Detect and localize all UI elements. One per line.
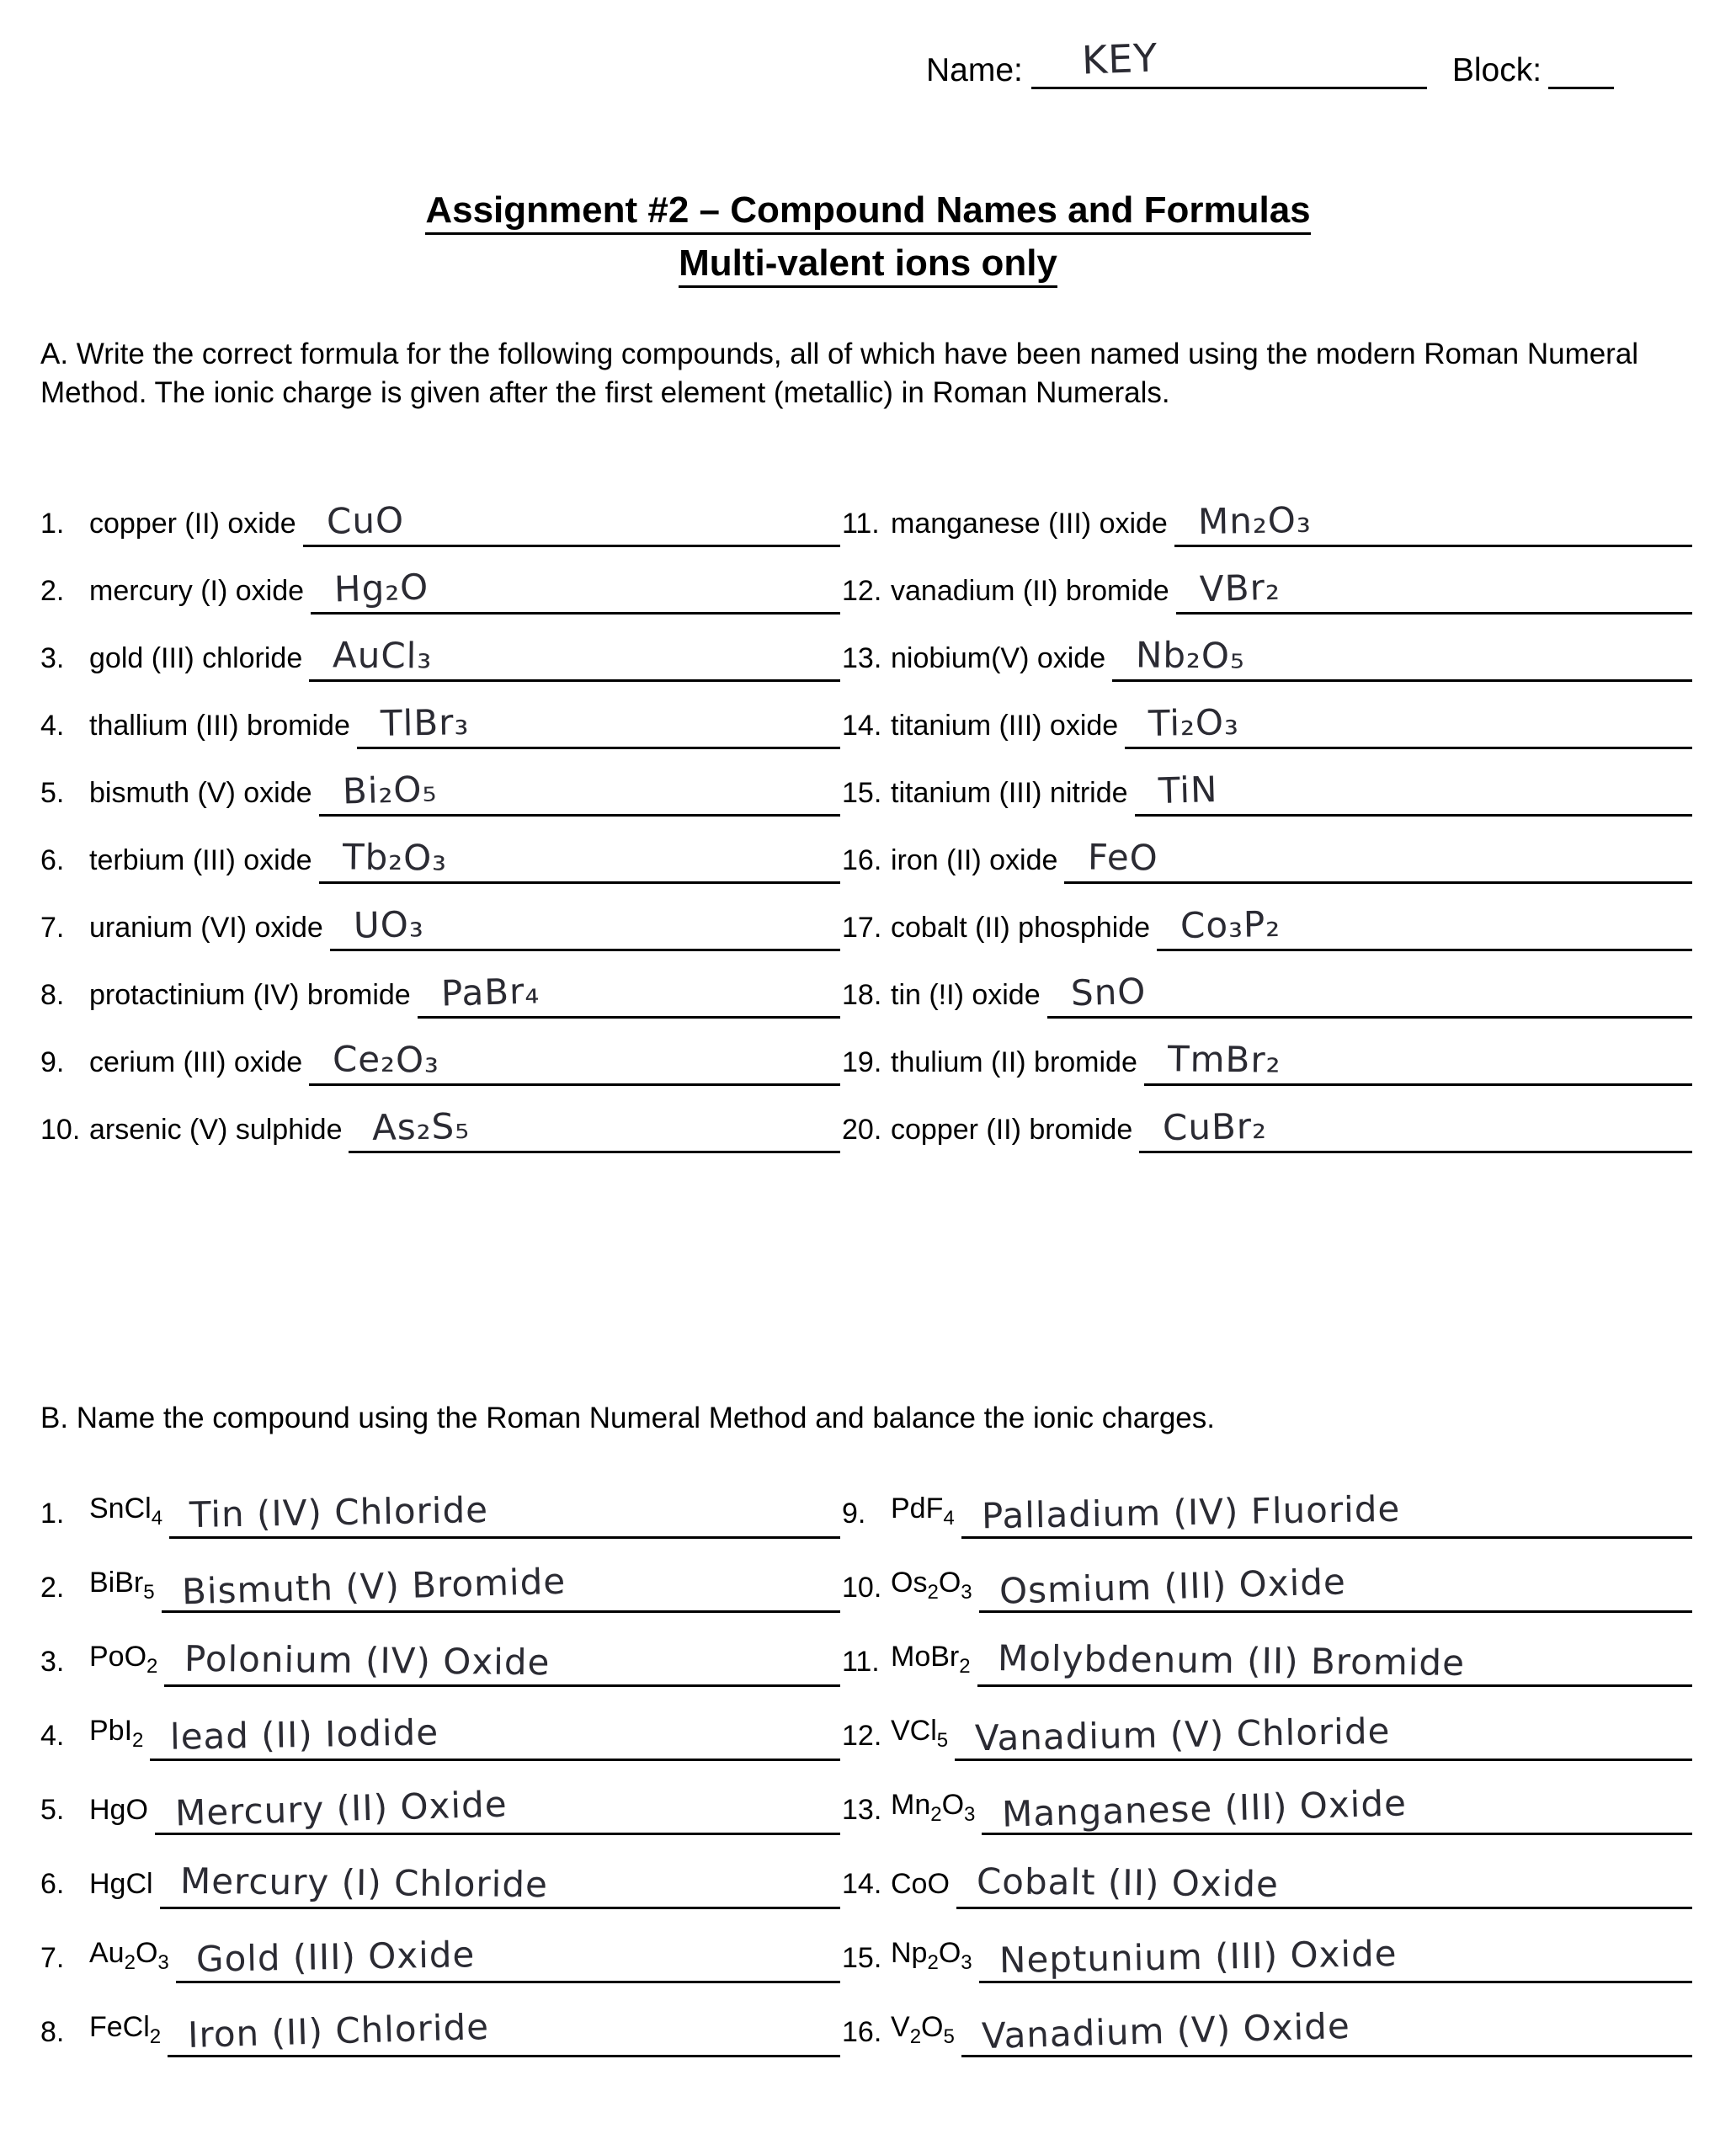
block-label: Block: — [1451, 52, 1542, 88]
handwritten-answer: Molybdenum (II) Bromide — [997, 1637, 1465, 1684]
handwritten-answer: PaBr₄ — [440, 970, 541, 1014]
item-formula: HgO — [89, 1794, 148, 1826]
list-item — [842, 1086, 1692, 1153]
handwritten-answer: Palladium (IV) Fluoride — [981, 1487, 1401, 1537]
handwritten-answer: Mercury (I) Chloride — [179, 1860, 548, 1906]
item-number: 16. — [842, 2016, 882, 2048]
item-label: cerium (III) oxide — [89, 1046, 303, 1078]
item-number: 7. — [40, 1942, 65, 1974]
item-label: copper (II) bromide — [891, 1114, 1133, 1146]
answer-blank[interactable] — [956, 1858, 1692, 1909]
item-formula: BiBr$_5$ — [89, 1567, 155, 1604]
handwritten-answer: As₂S₅ — [372, 1104, 471, 1149]
item-label: tin (!I) oxide — [891, 979, 1041, 1011]
list-item — [40, 1019, 840, 1086]
handwritten-answer: Vanadium (V) Chloride — [974, 1710, 1391, 1759]
item-label: copper (II) oxide — [89, 508, 296, 540]
handwritten-answer: Bi₂O₅ — [341, 768, 438, 812]
item-label: bismuth (V) oxide — [89, 777, 312, 809]
item-number: 9. — [40, 1046, 65, 1078]
item-formula: HgCl — [89, 1868, 153, 1900]
item-formula: VCl$_5$ — [891, 1715, 949, 1752]
handwritten-answer: Cobalt (II) Oxide — [976, 1860, 1280, 1905]
answer-blank[interactable] — [1157, 902, 1692, 951]
item-label: manganese (III) oxide — [891, 508, 1168, 540]
answer-blank[interactable] — [961, 2006, 1692, 2057]
list-item — [842, 480, 1692, 547]
list-item — [40, 615, 840, 682]
section-b-right-column — [842, 1465, 1692, 2057]
answer-blank[interactable] — [357, 703, 840, 749]
item-number: 19. — [842, 1046, 882, 1078]
list-item — [40, 1613, 840, 1687]
list-item — [40, 1465, 840, 1539]
list-item — [842, 1465, 1692, 1539]
item-number: 12. — [842, 575, 882, 607]
answer-blank[interactable] — [311, 568, 840, 615]
handwritten-answer: SnO — [1069, 970, 1147, 1014]
list-item — [842, 1983, 1692, 2057]
item-label: cobalt (II) phosphide — [891, 912, 1151, 944]
list-item — [842, 1687, 1692, 1761]
handwritten-answer: Ce₂O₃ — [332, 1038, 440, 1081]
item-number: 3. — [40, 642, 65, 674]
handwritten-answer: Nb₂O₅ — [1135, 634, 1246, 677]
list-item — [40, 1835, 840, 1909]
list-item — [842, 1909, 1692, 1983]
handwritten-answer: AuCl₃ — [332, 634, 433, 677]
list-item — [40, 682, 840, 749]
list-item — [40, 1539, 840, 1613]
item-number: 7. — [40, 912, 65, 944]
answer-blank[interactable] — [303, 501, 840, 547]
answer-blank[interactable] — [155, 1784, 840, 1835]
answer-blank[interactable] — [160, 1858, 840, 1909]
section-a-right-column — [842, 480, 1692, 1153]
list-item — [40, 480, 840, 547]
item-formula: CoO — [891, 1868, 950, 1900]
item-label: niobium(V) oxide — [891, 642, 1106, 674]
list-item — [40, 884, 840, 951]
item-label: gold (III) chloride — [89, 642, 303, 674]
item-number: 20. — [842, 1114, 882, 1146]
list-item — [842, 615, 1692, 682]
item-formula: $Mn_2O_3$ — [891, 1789, 976, 1826]
handwritten-answer: Gold (III) Oxide — [195, 1934, 476, 1980]
name-handwritten-value: KEY — [1080, 35, 1159, 83]
handwritten-answer: TiN — [1157, 769, 1218, 811]
handwritten-answer: Hg₂O — [333, 566, 429, 610]
name-label: Name: — [926, 52, 1023, 88]
handwritten-answer: Ti₂O₃ — [1148, 701, 1240, 744]
section-b-left-column — [40, 1465, 840, 2057]
list-item — [40, 547, 840, 615]
list-item — [842, 1539, 1692, 1613]
item-formula: $Au_2O_3$ — [89, 1937, 169, 1974]
worksheet-title-line2 — [0, 242, 1736, 285]
answer-blank[interactable] — [309, 1040, 840, 1086]
answer-blank[interactable] — [1176, 568, 1692, 615]
list-item — [40, 817, 840, 884]
item-number: 5. — [40, 1794, 65, 1826]
handwritten-answer: lead (II) Iodide — [170, 1711, 439, 1758]
answer-blank[interactable] — [1125, 703, 1692, 749]
item-number: 2. — [40, 1572, 65, 1604]
list-item — [842, 749, 1692, 817]
list-item — [40, 1086, 840, 1153]
answer-blank[interactable] — [319, 838, 840, 884]
item-number: 10. — [40, 1114, 81, 1146]
answer-blank[interactable] — [977, 1636, 1692, 1687]
item-label: mercury (I) oxide — [89, 575, 305, 607]
list-item — [40, 951, 840, 1019]
handwritten-answer: Co₃P₂ — [1180, 902, 1281, 947]
answer-blank[interactable] — [961, 1487, 1692, 1539]
item-number: 11. — [842, 508, 880, 540]
list-item — [842, 1613, 1692, 1687]
handwritten-answer: Mn₂O₃ — [1197, 498, 1312, 543]
item-number: 1. — [40, 508, 65, 540]
item-label: vanadium (II) bromide — [891, 575, 1169, 607]
handwritten-answer: Polonium (IV) Oxide — [184, 1637, 551, 1684]
list-item — [842, 1761, 1692, 1835]
item-number: 12. — [842, 1720, 882, 1752]
item-number: 6. — [40, 1868, 65, 1900]
handwritten-answer: TlBr₃ — [380, 701, 470, 744]
answer-blank[interactable] — [1144, 1040, 1692, 1086]
section-b-instructions: B. Name the compound using the Roman Numeral Method and balance the ionic charges. — [40, 1402, 1215, 1434]
answer-blank[interactable] — [162, 1562, 840, 1613]
item-label: titanium (III) oxide — [891, 710, 1119, 742]
answer-blank[interactable] — [979, 1932, 1692, 1983]
handwritten-answer: UO₃ — [353, 903, 424, 946]
answer-blank[interactable] — [1064, 838, 1692, 884]
item-number: 4. — [40, 1720, 65, 1752]
list-item — [842, 1835, 1692, 1909]
worksheet-title-line1 — [0, 189, 1736, 231]
handwritten-answer: CuBr₂ — [1162, 1104, 1268, 1149]
handwritten-answer: FeO — [1088, 836, 1159, 879]
list-item — [842, 682, 1692, 749]
answer-blank[interactable] — [319, 770, 840, 817]
item-label: thulium (II) bromide — [891, 1046, 1137, 1078]
answer-blank[interactable] — [1047, 972, 1692, 1019]
list-item — [40, 1687, 840, 1761]
item-number: 17. — [842, 912, 882, 944]
item-formula: FeCl$_2$ — [89, 2011, 162, 2048]
name-block-row — [926, 35, 1685, 89]
item-label: titanium (III) nitride — [891, 777, 1128, 809]
block-field[interactable] — [1548, 50, 1614, 89]
item-number: 10. — [842, 1572, 882, 1604]
answer-blank[interactable] — [1135, 770, 1692, 817]
list-item — [40, 1983, 840, 2057]
worksheet-title-line1-text: Assignment #2 – Compound Names and Formulas — [425, 189, 1310, 235]
item-formula: $Os_2O_3$ — [891, 1567, 972, 1604]
item-label: thallium (III) bromide — [89, 710, 350, 742]
item-number: 15. — [842, 1942, 882, 1974]
answer-blank[interactable] — [1139, 1104, 1692, 1153]
section-a-instructions: A. Write the correct formula for the following compounds, all of which have been named using the modern Roman Numeral Method. The ionic charge is given after the first element (metallic) in Roman Numerals. — [40, 338, 1639, 409]
answer-blank[interactable] — [955, 1710, 1692, 1761]
answer-blank[interactable] — [169, 1487, 840, 1539]
handwritten-answer: Iron (II) Chloride — [187, 2006, 490, 2056]
list-item — [842, 884, 1692, 951]
item-number: 1. — [40, 1498, 65, 1530]
handwritten-answer: TmBr₂ — [1167, 1038, 1281, 1081]
item-formula: PbI$_2$ — [89, 1715, 144, 1752]
handwritten-answer: CuO — [326, 499, 405, 542]
list-item — [40, 1909, 840, 1983]
name-field[interactable] — [1031, 35, 1427, 89]
handwritten-answer: Osmium (III) Oxide — [998, 1561, 1347, 1612]
handwritten-answer: Tin (IV) Chloride — [189, 1488, 489, 1536]
list-item — [842, 817, 1692, 884]
item-label: arsenic (V) sulphide — [89, 1114, 343, 1146]
answer-blank[interactable] — [1174, 498, 1692, 547]
item-label: uranium (VI) oxide — [89, 912, 323, 944]
answer-blank[interactable] — [176, 1932, 840, 1983]
item-number: 18. — [842, 979, 882, 1011]
item-label: protactinium (IV) bromide — [89, 979, 411, 1011]
item-number: 2. — [40, 575, 65, 607]
answer-blank[interactable] — [418, 972, 840, 1019]
worksheet-title-line2-text: Multi-valent ions only — [679, 242, 1057, 288]
item-formula: MoBr$_2$ — [891, 1641, 971, 1678]
answer-blank[interactable] — [979, 1562, 1692, 1613]
item-formula: SnCl$_4$ — [89, 1493, 163, 1530]
answer-blank[interactable] — [330, 905, 840, 951]
item-formula: PdF$_4$ — [891, 1493, 955, 1530]
answer-blank[interactable] — [150, 1710, 840, 1761]
item-number: 14. — [842, 1868, 882, 1900]
answer-blank[interactable] — [168, 2006, 840, 2057]
list-item — [842, 547, 1692, 615]
item-number: 13. — [842, 642, 882, 674]
list-item — [842, 1019, 1692, 1086]
handwritten-answer: Vanadium (V) Oxide — [981, 2004, 1351, 2057]
answer-blank[interactable] — [309, 636, 840, 682]
item-number: 4. — [40, 710, 65, 742]
item-formula: PoO$_2$ — [89, 1641, 158, 1678]
item-number: 8. — [40, 979, 65, 1011]
item-number: 9. — [842, 1498, 866, 1530]
answer-blank[interactable] — [349, 1104, 840, 1153]
list-item — [842, 951, 1692, 1019]
item-number: 8. — [40, 2016, 65, 2048]
handwritten-answer: VBr₂ — [1199, 566, 1281, 610]
item-number: 15. — [842, 777, 882, 809]
item-number: 13. — [842, 1794, 882, 1826]
item-number: 3. — [40, 1646, 65, 1678]
handwritten-answer: Mercury (II) Oxide — [174, 1783, 509, 1834]
item-number: 5. — [40, 777, 65, 809]
list-item — [40, 749, 840, 817]
handwritten-answer: Neptunium (III) Oxide — [998, 1932, 1398, 1982]
item-formula: $Np_2O_3$ — [891, 1937, 972, 1974]
answer-blank[interactable] — [982, 1784, 1692, 1835]
section-a-left-column — [40, 480, 840, 1153]
handwritten-answer: Tb₂O₃ — [342, 836, 447, 879]
item-number: 16. — [842, 844, 882, 876]
handwritten-answer: Manganese (III) Oxide — [1001, 1782, 1408, 1835]
item-label: iron (II) oxide — [891, 844, 1058, 876]
handwritten-answer: Bismuth (V) Bromide — [180, 1560, 567, 1613]
answer-blank[interactable] — [1112, 636, 1692, 682]
item-number: 11. — [842, 1646, 880, 1678]
item-number: 6. — [40, 844, 65, 876]
list-item — [40, 1761, 840, 1835]
item-label: terbium (III) oxide — [89, 844, 312, 876]
item-formula: $V_2O_5$ — [891, 2011, 955, 2048]
answer-blank[interactable] — [164, 1636, 840, 1687]
item-number: 14. — [842, 710, 882, 742]
